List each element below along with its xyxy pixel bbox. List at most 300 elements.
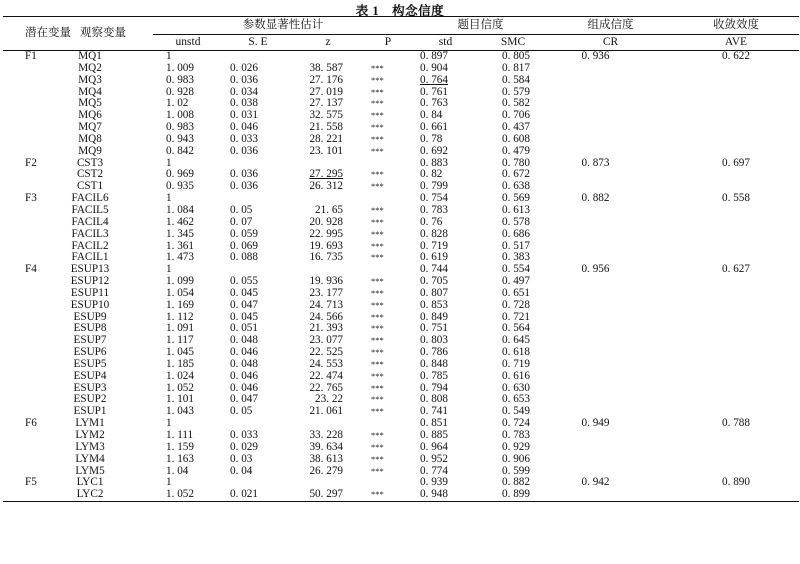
- header-convergent-group: 收敛效度: [673, 17, 799, 35]
- unstd-cell: 0. 969: [166, 168, 194, 181]
- p-cell: ***: [371, 122, 384, 133]
- observed-cell: MQ3: [78, 73, 102, 86]
- z-cell: 22. 995: [309, 227, 343, 240]
- cr-cell: [548, 371, 673, 383]
- se-cell: 0. 036: [230, 180, 258, 193]
- table-row: [3, 276, 799, 288]
- se-cell: 0. 047: [230, 393, 258, 406]
- z-cell: 23. 077: [309, 334, 343, 347]
- unstd-cell: 1. 163: [166, 452, 194, 465]
- se-cell: 0. 069: [230, 239, 258, 252]
- table-row: [3, 406, 799, 418]
- smc-cell: 0. 578: [502, 215, 530, 228]
- ave-cell: 0. 788: [722, 417, 750, 430]
- unstd-cell: 1. 054: [166, 286, 194, 299]
- p-cell: ***: [371, 299, 384, 310]
- std-cell: 0. 803: [420, 334, 448, 347]
- std-cell: 0. 952: [420, 452, 448, 465]
- observed-cell: LYM1: [75, 417, 105, 430]
- std-cell: 0. 904: [420, 61, 448, 74]
- smc-cell: 0. 817: [502, 61, 530, 74]
- std-cell: 0. 705: [420, 275, 448, 288]
- table-row: [3, 454, 799, 466]
- latent-cell: [3, 347, 53, 359]
- se-cell: 0. 034: [230, 85, 258, 98]
- cr-cell: [548, 394, 673, 406]
- observed-cell: MQ8: [78, 132, 102, 145]
- std-cell: 0. 883: [420, 156, 448, 169]
- header-ave: AVE: [673, 35, 799, 51]
- cr-cell: 0. 873: [581, 156, 610, 169]
- se-cell: 0. 021: [223, 489, 293, 501]
- cr-cell: [548, 383, 673, 395]
- p-cell: [363, 418, 413, 430]
- latent-cell: F4: [25, 263, 37, 276]
- z-cell: 22. 525: [309, 346, 343, 359]
- std-cell: 0. 851: [420, 417, 448, 430]
- se-cell: 0. 03: [230, 452, 253, 465]
- std-cell: 0. 82: [420, 168, 443, 181]
- unstd-cell: 0. 943: [166, 132, 194, 145]
- latent-cell: [3, 312, 53, 324]
- observed-cell: MQ1: [78, 50, 102, 62]
- cr-cell: [548, 87, 673, 99]
- se-cell: 0. 055: [230, 275, 258, 288]
- unstd-cell: 1. 111: [166, 429, 194, 441]
- se-cell: 0. 088: [230, 251, 258, 264]
- p-cell: ***: [371, 252, 384, 263]
- ave-cell: 0. 558: [722, 192, 750, 205]
- ave-cell: [673, 229, 799, 241]
- table-row: [3, 288, 799, 300]
- smc-cell: 0. 780: [502, 156, 530, 169]
- observed-cell: ESUP1: [73, 405, 107, 418]
- smc-cell: 0. 719: [502, 357, 530, 370]
- std-cell: 0. 885: [420, 429, 448, 441]
- z-cell: 20. 928: [309, 215, 343, 228]
- ave-cell: [673, 335, 799, 347]
- latent-cell: [3, 146, 53, 158]
- p-cell: ***: [371, 169, 384, 180]
- ave-cell: [673, 347, 799, 359]
- latent-cell: [3, 241, 53, 253]
- observed-cell: ESUP4: [73, 369, 107, 382]
- unstd-cell: 1. 361: [166, 239, 194, 252]
- ave-cell: [673, 87, 799, 99]
- table-row: [3, 193, 799, 205]
- unstd-cell: 0. 935: [166, 180, 194, 193]
- ave-cell: [673, 312, 799, 324]
- cr-cell: [548, 312, 673, 324]
- std-cell: 0. 774: [420, 464, 448, 477]
- cr-cell: [548, 75, 673, 87]
- smc-cell: 0. 630: [502, 381, 530, 394]
- unstd-cell: 1: [166, 192, 172, 205]
- unstd-cell: 1. 169: [166, 298, 194, 311]
- std-cell: 0. 939: [420, 476, 448, 489]
- std-cell: 0. 799: [420, 180, 448, 193]
- std-cell: 0. 76: [420, 215, 443, 228]
- observed-cell: LYC2: [53, 489, 153, 501]
- smc-cell: 0. 613: [502, 203, 530, 216]
- smc-cell: 0. 724: [502, 417, 530, 430]
- z-cell: 23. 177: [309, 286, 343, 299]
- smc-cell: 0. 582: [502, 97, 530, 110]
- unstd-cell: 0. 842: [166, 144, 194, 157]
- observed-cell: ESUP10: [70, 298, 110, 311]
- se-cell: 0. 046: [230, 121, 258, 134]
- observed-cell: LYC1: [76, 476, 104, 489]
- table-row: [3, 430, 799, 442]
- table-row: [3, 394, 799, 406]
- ave-cell: [673, 75, 799, 87]
- observed-cell: CST2: [76, 168, 104, 181]
- p-cell: ***: [371, 394, 384, 405]
- latent-cell: [3, 217, 53, 229]
- cr-cell: [548, 454, 673, 466]
- z-cell: 27. 137: [309, 97, 343, 110]
- cr-cell: [548, 430, 673, 442]
- observed-cell: MQ4: [78, 85, 102, 98]
- z-cell: 27. 295: [309, 168, 343, 181]
- unstd-cell: 1. 02: [166, 97, 189, 110]
- cr-cell: [548, 122, 673, 134]
- observed-cell: MQ5: [78, 97, 102, 110]
- table-row: [3, 134, 799, 146]
- table-row: [3, 466, 799, 478]
- p-cell: ***: [371, 276, 384, 287]
- table-row: [3, 323, 799, 335]
- ave-cell: [673, 454, 799, 466]
- p-cell: ***: [371, 347, 384, 358]
- header-std: std: [413, 35, 478, 51]
- smc-cell: 0. 497: [502, 275, 530, 288]
- std-cell: 0. 964: [420, 440, 448, 453]
- std-cell: 0. 692: [420, 144, 448, 157]
- p-cell: ***: [371, 358, 384, 369]
- unstd-cell: 1. 185: [166, 357, 194, 370]
- latent-cell: [3, 442, 53, 454]
- z-cell: 27. 176: [309, 73, 343, 86]
- cr-cell: [548, 323, 673, 335]
- table-row: [3, 98, 799, 110]
- observed-cell: ESUP3: [73, 381, 107, 394]
- smc-cell: 0. 686: [502, 227, 530, 240]
- z-cell: 21. 65: [315, 203, 343, 216]
- p-cell: ***: [371, 181, 384, 192]
- std-cell: 0. 853: [420, 298, 448, 311]
- std-cell: 0. 744: [420, 263, 448, 276]
- table-row: [3, 181, 799, 193]
- observed-cell: LYM3: [75, 440, 105, 453]
- ave-cell: [673, 110, 799, 122]
- latent-cell: [3, 288, 53, 300]
- observed-cell: FACIL2: [71, 239, 109, 252]
- observed-cell: ESUP2: [73, 393, 107, 406]
- std-cell: 0. 794: [420, 381, 448, 394]
- p-cell: [363, 193, 413, 205]
- unstd-cell: 1. 101: [166, 393, 194, 406]
- latent-cell: [3, 63, 53, 75]
- table-row: [3, 63, 799, 75]
- smc-cell: 0. 783: [502, 429, 530, 441]
- smc-cell: 0. 653: [502, 393, 530, 406]
- p-cell: ***: [371, 216, 384, 227]
- se-cell: 0. 026: [230, 61, 258, 74]
- cr-cell: [548, 300, 673, 312]
- unstd-cell: 0. 983: [166, 73, 194, 86]
- latent-cell: [3, 276, 53, 288]
- ave-cell: [673, 205, 799, 217]
- p-cell: ***: [371, 133, 384, 144]
- ave-cell: [673, 134, 799, 146]
- table-row: [3, 158, 799, 170]
- unstd-cell: 1. 117: [166, 334, 194, 347]
- observed-cell: LYM2: [75, 429, 105, 441]
- p-cell: ***: [371, 382, 384, 393]
- latent-cell: [3, 169, 53, 181]
- cr-cell: [548, 466, 673, 478]
- header-unstd: unstd: [153, 35, 223, 51]
- z-cell: 26. 312: [309, 180, 343, 193]
- z-cell: 24. 713: [309, 298, 343, 311]
- smc-cell: 0. 728: [502, 298, 530, 311]
- unstd-cell: 0. 983: [166, 121, 194, 134]
- observed-cell: CST1: [76, 180, 104, 193]
- p-cell: ***: [371, 453, 384, 464]
- ave-cell: [673, 146, 799, 158]
- z-cell: 21. 061: [309, 405, 343, 418]
- se-cell: [223, 51, 293, 63]
- std-cell: 0. 619: [420, 251, 448, 264]
- smc-cell: 0. 383: [502, 251, 530, 264]
- smc-cell: 0. 549: [502, 405, 530, 418]
- latent-cell: [3, 394, 53, 406]
- unstd-cell: 1: [166, 263, 172, 276]
- observed-cell: LYM4: [75, 452, 105, 465]
- smc-cell: 0. 616: [502, 369, 530, 382]
- table-row: [3, 75, 799, 87]
- std-cell: 0. 785: [420, 369, 448, 382]
- std-cell: 0. 828: [420, 227, 448, 240]
- latent-cell: F3: [25, 192, 37, 205]
- observed-cell: LYM5: [75, 464, 105, 477]
- unstd-cell: 1. 024: [166, 369, 194, 382]
- p-cell: ***: [371, 335, 384, 346]
- z-cell: 24. 566: [309, 310, 343, 323]
- se-cell: 0. 07: [230, 215, 253, 228]
- ave-cell: [673, 442, 799, 454]
- std-cell: 0. 661: [420, 121, 448, 134]
- std-cell: 0. 761: [420, 85, 448, 98]
- observed-cell: FACIL4: [71, 215, 109, 228]
- p-cell: ***: [371, 370, 384, 381]
- z-cell: 23. 101: [309, 144, 343, 157]
- observed-cell: MQ6: [78, 109, 102, 122]
- ave-cell: [673, 98, 799, 110]
- latent-cell: F5: [25, 476, 37, 489]
- latent-cell: [3, 359, 53, 371]
- ave-cell: [673, 63, 799, 75]
- se-cell: 0. 036: [230, 73, 258, 86]
- se-cell: 0. 036: [230, 168, 258, 181]
- latent-cell: [3, 229, 53, 241]
- cr-cell: 0. 936: [581, 50, 610, 62]
- smc-cell: 0. 645: [502, 334, 530, 347]
- unstd-cell: 1. 159: [166, 440, 194, 453]
- table-row: [3, 205, 799, 217]
- std-cell: 0. 763: [420, 97, 448, 110]
- p-cell: ***: [371, 110, 384, 121]
- ave-cell: [673, 122, 799, 134]
- se-cell: 0. 046: [230, 369, 258, 382]
- header-latent: 潜在变量: [3, 17, 53, 51]
- header-composite-group: 组成信度: [548, 17, 673, 35]
- cr-cell: 0. 949: [581, 417, 610, 430]
- std-cell: 0. 807: [420, 286, 448, 299]
- se-cell: 0. 05: [230, 405, 253, 418]
- table-row: [3, 87, 799, 99]
- table-row: [3, 146, 799, 158]
- ave-cell: 0. 627: [722, 263, 750, 276]
- se-cell: 0. 029: [230, 440, 258, 453]
- se-cell: 0. 05: [230, 203, 253, 216]
- p-cell: ***: [371, 287, 384, 298]
- latent-cell: [3, 122, 53, 134]
- table-row: [3, 169, 799, 181]
- std-cell: 0. 84: [420, 109, 443, 122]
- std-cell: 0. 751: [420, 322, 448, 335]
- cr-cell: [548, 276, 673, 288]
- ave-cell: [673, 430, 799, 442]
- smc-cell: 0. 564: [502, 322, 530, 335]
- p-cell: ***: [363, 489, 413, 501]
- p-cell: ***: [371, 406, 384, 417]
- cr-cell: [548, 442, 673, 454]
- cr-cell: [548, 229, 673, 241]
- std-cell: 0. 764: [420, 73, 448, 86]
- observed-cell: ESUP8: [73, 322, 107, 335]
- unstd-cell: 1: [166, 476, 172, 489]
- unstd-cell: 1: [166, 156, 172, 169]
- ave-cell: [673, 217, 799, 229]
- ave-cell: [673, 394, 799, 406]
- se-cell: 0. 031: [230, 109, 258, 122]
- unstd-cell: 1. 473: [166, 251, 194, 264]
- unstd-cell: 1. 052: [166, 381, 194, 394]
- cr-cell: [548, 241, 673, 253]
- table-row: [3, 442, 799, 454]
- observed-cell: MQ2: [78, 61, 102, 74]
- unstd-cell: 1. 043: [166, 405, 194, 418]
- se-cell: 0. 033: [230, 429, 258, 441]
- header-z: z: [293, 35, 363, 51]
- cr-cell: [548, 217, 673, 229]
- cr-cell: [548, 146, 673, 158]
- z-cell: 19. 693: [309, 239, 343, 252]
- observed-cell: ESUP13: [70, 263, 110, 276]
- smc-cell: 0. 517: [502, 239, 530, 252]
- z-cell: [293, 51, 363, 63]
- std-cell: 0. 897: [420, 50, 448, 62]
- unstd-cell: 0. 928: [166, 85, 194, 98]
- std-cell: 0. 848: [420, 357, 448, 370]
- smc-cell: 0. 599: [502, 464, 530, 477]
- observed-cell: ESUP7: [73, 334, 107, 347]
- p-cell: [363, 51, 413, 63]
- observed-cell: ESUP5: [73, 357, 107, 370]
- std-cell: 0. 741: [420, 405, 448, 418]
- table-row: [3, 217, 799, 229]
- latent-cell: [3, 205, 53, 217]
- smc-cell: 0. 672: [502, 168, 530, 181]
- ave-cell: 0. 697: [722, 156, 750, 169]
- table-row: [3, 300, 799, 312]
- table-row: [3, 312, 799, 324]
- ave-cell: [673, 371, 799, 383]
- p-cell: ***: [371, 204, 384, 215]
- unstd-cell: 1. 112: [166, 310, 194, 323]
- table-body: [3, 51, 799, 502]
- latent-cell: [3, 75, 53, 87]
- header-param-group: 参数显著性估计: [153, 17, 413, 35]
- table-row: [3, 252, 799, 264]
- ave-cell: [673, 241, 799, 253]
- p-cell: ***: [371, 323, 384, 334]
- z-cell: 23. 22: [315, 393, 343, 406]
- cr-cell: [548, 335, 673, 347]
- p-cell: ***: [371, 465, 384, 476]
- table-header: [3, 17, 799, 51]
- table-row: [3, 359, 799, 371]
- p-cell: ***: [371, 62, 384, 73]
- table-row: [3, 371, 799, 383]
- observed-cell: ESUP6: [73, 346, 107, 359]
- unstd-cell: 1. 091: [166, 322, 194, 335]
- smc-cell: 0. 882: [502, 476, 530, 489]
- header-cr: CR: [548, 35, 673, 51]
- std-cell: 0. 786: [420, 346, 448, 359]
- unstd-cell: 1. 462: [166, 215, 194, 228]
- p-cell: ***: [371, 430, 384, 440]
- smc-cell: 0. 554: [502, 263, 530, 276]
- smc-cell: 0. 618: [502, 346, 530, 359]
- smc-cell: 0. 721: [502, 310, 530, 323]
- cr-cell: [548, 489, 673, 501]
- latent-cell: [3, 383, 53, 395]
- table-row: [3, 51, 799, 63]
- observed-cell: ESUP11: [70, 286, 110, 299]
- unstd-cell: 1. 052: [153, 489, 223, 501]
- ave-cell: [673, 383, 799, 395]
- latent-cell: [3, 335, 53, 347]
- latent-cell: [3, 87, 53, 99]
- observed-cell: FACIL5: [71, 203, 109, 216]
- cr-cell: [548, 169, 673, 181]
- latent-cell: [3, 98, 53, 110]
- cr-cell: [548, 288, 673, 300]
- latent-cell: [3, 454, 53, 466]
- std-cell: 0. 808: [420, 393, 448, 406]
- se-cell: 0. 046: [230, 381, 258, 394]
- std-cell: 0. 783: [420, 203, 448, 216]
- smc-cell: 0. 569: [502, 192, 530, 205]
- ave-cell: [673, 169, 799, 181]
- ave-cell: [673, 288, 799, 300]
- smc-cell: 0. 706: [502, 109, 530, 122]
- z-cell: 21. 558: [309, 121, 343, 134]
- z-cell: 28. 221: [309, 132, 343, 145]
